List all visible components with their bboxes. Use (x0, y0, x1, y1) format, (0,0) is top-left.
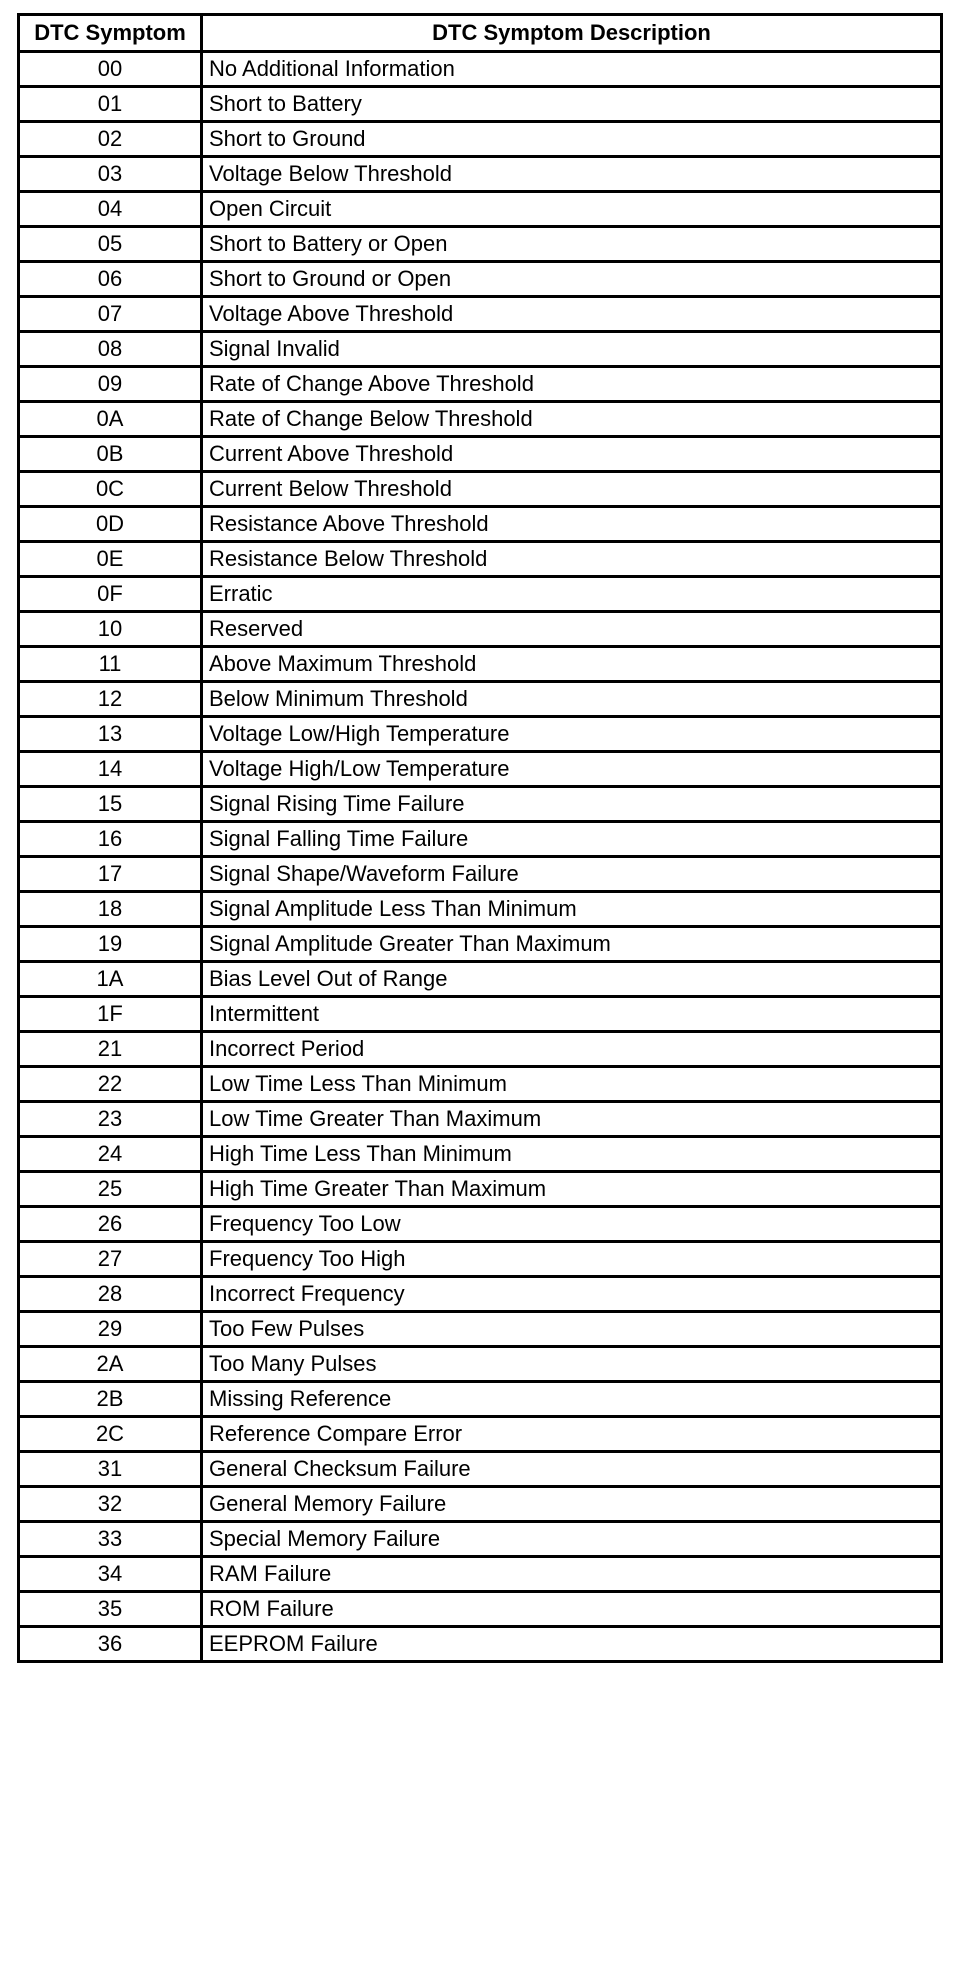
dtc-description-cell: Signal Falling Time Failure (202, 822, 942, 857)
dtc-description-cell: Too Few Pulses (202, 1312, 942, 1347)
dtc-code-cell: 07 (19, 297, 202, 332)
dtc-description-cell: Short to Ground (202, 122, 942, 157)
table-row (19, 367, 942, 402)
dtc-description-cell: Short to Battery or Open (202, 227, 942, 262)
table-row (19, 1032, 942, 1067)
table-row (19, 857, 942, 892)
table-row (19, 612, 942, 647)
dtc-code-cell: 29 (19, 1312, 202, 1347)
table-row (19, 647, 942, 682)
header-dtc-symptom: DTC Symptom (19, 15, 202, 52)
table-row (19, 927, 942, 962)
table-row (19, 52, 942, 87)
dtc-code-cell: 19 (19, 927, 202, 962)
dtc-description-cell: Signal Rising Time Failure (202, 787, 942, 822)
table-row (19, 87, 942, 122)
table-row (19, 157, 942, 192)
dtc-code-cell: 17 (19, 857, 202, 892)
dtc-description-cell: Low Time Greater Than Maximum (202, 1102, 942, 1137)
table-row (19, 822, 942, 857)
dtc-code-cell: 24 (19, 1137, 202, 1172)
dtc-description-cell: Signal Shape/Waveform Failure (202, 857, 942, 892)
dtc-code-cell: 04 (19, 192, 202, 227)
header-dtc-symptom-description: DTC Symptom Description (202, 15, 942, 52)
dtc-description-cell: EEPROM Failure (202, 1627, 942, 1662)
dtc-description-cell: High Time Less Than Minimum (202, 1137, 942, 1172)
dtc-description-cell: Below Minimum Threshold (202, 682, 942, 717)
dtc-code-cell: 1F (19, 997, 202, 1032)
dtc-description-cell: Current Above Threshold (202, 437, 942, 472)
dtc-code-cell: 21 (19, 1032, 202, 1067)
dtc-description-cell: Signal Amplitude Less Than Minimum (202, 892, 942, 927)
table-row (19, 1137, 942, 1172)
table-row (19, 1382, 942, 1417)
dtc-description-cell: Above Maximum Threshold (202, 647, 942, 682)
table-row (19, 962, 942, 997)
dtc-code-cell: 2C (19, 1417, 202, 1452)
dtc-code-cell: 08 (19, 332, 202, 367)
dtc-description-cell: No Additional Information (202, 52, 942, 87)
dtc-code-cell: 23 (19, 1102, 202, 1137)
dtc-description-cell: Incorrect Frequency (202, 1277, 942, 1312)
dtc-description-cell: RAM Failure (202, 1557, 942, 1592)
dtc-code-cell: 26 (19, 1207, 202, 1242)
header-row (19, 15, 942, 52)
dtc-code-cell: 1A (19, 962, 202, 997)
dtc-description-cell: Bias Level Out of Range (202, 962, 942, 997)
dtc-description-cell: ROM Failure (202, 1592, 942, 1627)
dtc-code-cell: 2B (19, 1382, 202, 1417)
dtc-description-cell: Open Circuit (202, 192, 942, 227)
dtc-description-cell: Intermittent (202, 997, 942, 1032)
table-row (19, 122, 942, 157)
dtc-description-cell: Signal Invalid (202, 332, 942, 367)
dtc-code-cell: 16 (19, 822, 202, 857)
dtc-code-cell: 0C (19, 472, 202, 507)
dtc-code-cell: 32 (19, 1487, 202, 1522)
table-row (19, 262, 942, 297)
dtc-code-cell: 22 (19, 1067, 202, 1102)
dtc-description-cell: General Checksum Failure (202, 1452, 942, 1487)
dtc-description-cell: Incorrect Period (202, 1032, 942, 1067)
dtc-description-cell: Voltage Low/High Temperature (202, 717, 942, 752)
dtc-description-cell: Frequency Too High (202, 1242, 942, 1277)
dtc-code-cell: 00 (19, 52, 202, 87)
dtc-code-cell: 0D (19, 507, 202, 542)
table-row (19, 332, 942, 367)
dtc-description-cell: Voltage High/Low Temperature (202, 752, 942, 787)
dtc-description-cell: Erratic (202, 577, 942, 612)
table-row (19, 997, 942, 1032)
table-row (19, 472, 942, 507)
dtc-code-cell: 02 (19, 122, 202, 157)
dtc-description-cell: Special Memory Failure (202, 1522, 942, 1557)
dtc-description-cell: Voltage Below Threshold (202, 157, 942, 192)
dtc-code-cell: 0F (19, 577, 202, 612)
table-row (19, 1417, 942, 1452)
table-row (19, 1592, 942, 1627)
table-row (19, 1557, 942, 1592)
dtc-code-cell: 11 (19, 647, 202, 682)
dtc-code-cell: 2A (19, 1347, 202, 1382)
table-row (19, 1522, 942, 1557)
dtc-code-cell: 36 (19, 1627, 202, 1662)
table-row (19, 227, 942, 262)
dtc-description-cell: Short to Battery (202, 87, 942, 122)
dtc-description-cell: General Memory Failure (202, 1487, 942, 1522)
table-row (19, 402, 942, 437)
dtc-description-cell: Short to Ground or Open (202, 262, 942, 297)
table-header (19, 15, 942, 52)
table-row (19, 542, 942, 577)
dtc-code-cell: 25 (19, 1172, 202, 1207)
dtc-code-cell: 18 (19, 892, 202, 927)
dtc-code-cell: 05 (19, 227, 202, 262)
dtc-code-cell: 0E (19, 542, 202, 577)
dtc-description-cell: Rate of Change Below Threshold (202, 402, 942, 437)
dtc-code-cell: 10 (19, 612, 202, 647)
dtc-code-cell: 09 (19, 367, 202, 402)
table-row (19, 717, 942, 752)
table-row (19, 1067, 942, 1102)
dtc-code-cell: 28 (19, 1277, 202, 1312)
table-row (19, 297, 942, 332)
dtc-description-cell: Reference Compare Error (202, 1417, 942, 1452)
table-row (19, 1242, 942, 1277)
table-row (19, 507, 942, 542)
table-row (19, 192, 942, 227)
table-row (19, 787, 942, 822)
table-row (19, 1277, 942, 1312)
dtc-code-cell: 0B (19, 437, 202, 472)
table-row (19, 1172, 942, 1207)
dtc-description-cell: Resistance Below Threshold (202, 542, 942, 577)
table-row (19, 437, 942, 472)
dtc-code-cell: 0A (19, 402, 202, 437)
dtc-description-cell: Signal Amplitude Greater Than Maximum (202, 927, 942, 962)
dtc-description-cell: Missing Reference (202, 1382, 942, 1417)
table-row (19, 1102, 942, 1137)
dtc-code-cell: 33 (19, 1522, 202, 1557)
table-row (19, 1312, 942, 1347)
table-body (19, 52, 942, 1662)
table-row (19, 1487, 942, 1522)
dtc-description-cell: Rate of Change Above Threshold (202, 367, 942, 402)
dtc-code-cell: 01 (19, 87, 202, 122)
table-row (19, 752, 942, 787)
dtc-code-cell: 35 (19, 1592, 202, 1627)
dtc-description-cell: Frequency Too Low (202, 1207, 942, 1242)
table-row (19, 682, 942, 717)
table-row (19, 577, 942, 612)
dtc-code-cell: 14 (19, 752, 202, 787)
table-row (19, 1452, 942, 1487)
dtc-code-cell: 13 (19, 717, 202, 752)
dtc-description-cell: High Time Greater Than Maximum (202, 1172, 942, 1207)
table-row (19, 892, 942, 927)
dtc-code-cell: 12 (19, 682, 202, 717)
dtc-code-cell: 03 (19, 157, 202, 192)
dtc-code-cell: 34 (19, 1557, 202, 1592)
dtc-description-cell: Reserved (202, 612, 942, 647)
dtc-code-cell: 15 (19, 787, 202, 822)
dtc-code-cell: 31 (19, 1452, 202, 1487)
table-row (19, 1627, 942, 1662)
dtc-code-cell: 27 (19, 1242, 202, 1277)
dtc-code-cell: 06 (19, 262, 202, 297)
dtc-description-cell: Current Below Threshold (202, 472, 942, 507)
table-row (19, 1207, 942, 1242)
dtc-description-cell: Too Many Pulses (202, 1347, 942, 1382)
dtc-description-cell: Low Time Less Than Minimum (202, 1067, 942, 1102)
dtc-description-cell: Voltage Above Threshold (202, 297, 942, 332)
dtc-description-cell: Resistance Above Threshold (202, 507, 942, 542)
dtc-symptom-table (17, 13, 943, 1663)
table-row (19, 1347, 942, 1382)
